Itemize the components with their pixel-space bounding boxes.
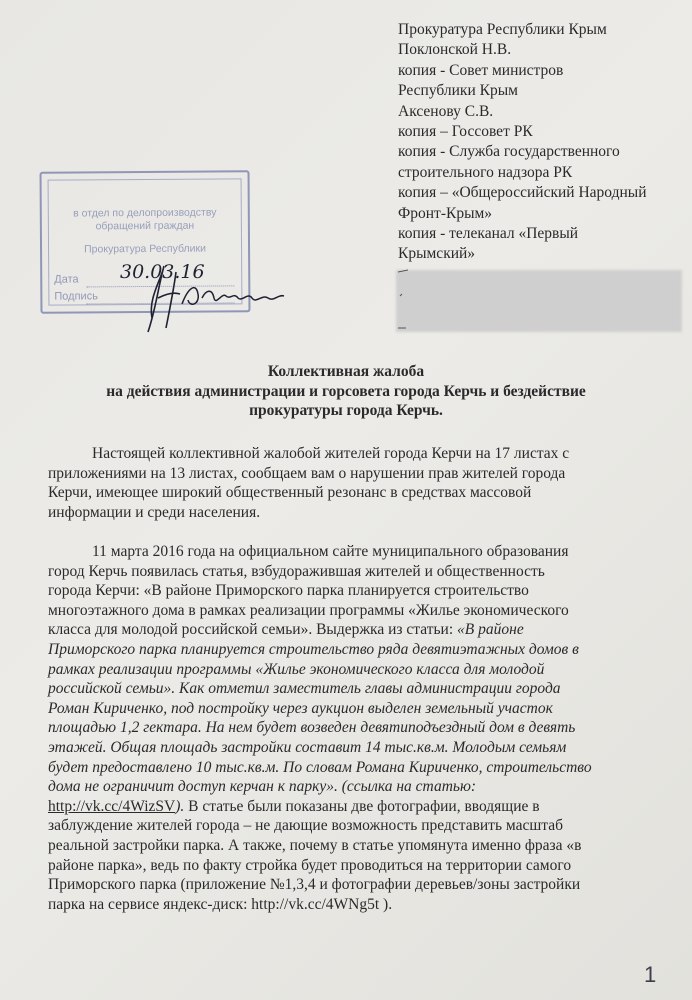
handwritten-date: 30.03.16 [120,261,205,283]
paragraph-line [48,620,660,640]
stamp-line-1: в отдел по делопроизводству [73,206,217,220]
quote-line: площадью 1,2 гектара. На нем будет возведен девятиподъездный дом в девять [48,719,576,737]
stamp-date-label: Дата [54,273,79,286]
paragraph-line: парка на сервисе яндекс-диск: http://vk.cc/4WNg5t ). [48,895,393,913]
document-title [40,362,652,421]
paragraph-line: реальной застройки парка. А также, почему в статье упомянута именно фраза «в [48,836,582,854]
handwritten-signature [118,258,298,338]
paragraph-line: Приморского парка (приложение №1,3,4 и фотографии деревьев/зоны застройки [48,876,581,894]
addressee-line: Поклонской Н.В. [398,41,512,59]
addressee-line: строительного надзора РК [398,163,573,181]
paragraph-line: 11 марта 2016 года на официальном сайте муниципального образования [92,543,569,560]
addressee-line: Фронт-Крым» [398,204,493,222]
quote-start: «В районе [457,621,524,639]
paragraph-text: класса для молодой российской семьи». Выдержка из статьи: [48,621,458,639]
stamp-line-2: обращений граждан [95,219,195,233]
title-line-3: прокуратуры города Керчь. [249,402,443,420]
paragraph-line [48,797,660,817]
addressee-line: копия - телеканал «Первый [398,225,579,243]
paragraph-line: заблуждение жителей города – не дающие возможность представить масштаб [48,817,564,835]
addressee-block [398,20,688,265]
quote-line: дома не ограничит доступ керчан к парку». (ссылка на статью: [48,778,477,796]
addressee-line: Прокуратура Республики Крым [398,21,607,38]
paragraph-text: В статье были показаны две фотографии, вводящие в [184,797,540,815]
addressee-line: копия - Служба государственного [398,143,620,161]
stamp-signature-label: Подпись [54,290,98,303]
paragraph-2 [48,542,660,914]
quote-line: российской семьи». Как отметил заместитель главы администрации города [48,680,561,698]
page-number: 1 [644,962,657,987]
title-line-2: на действия администрации и горсовета города Керчь и бездействие [106,382,586,400]
paragraph-line: районе парка», ведь по факту стройка будет проводиться на территории самого [48,856,572,874]
paragraph-line: Керчи, имеющее широкий общественный резонанс в средствах массовой [48,484,532,502]
addressee-line: копия – «Общероссийский Народный [398,184,647,202]
addressee-line: копия - Совет министров [398,61,564,79]
quote-line: будет предоставлено 10 тыс.кв.м. По словам Романа Кириченко, строительство [48,758,592,776]
quote-line: этажей. Общая площадь застройки составит 14 тыс.кв.м. Молодым семьям [48,738,567,756]
addressee-line: Республики Крым [398,82,518,100]
quote-end: ). [175,797,185,815]
redacted-sender-block [396,270,682,332]
title-line-1: Коллективная жалоба [267,363,425,380]
addressee-line: Аксенову С.В. [398,102,494,120]
article-link[interactable]: http://vk.cc/4WizSV [48,797,176,815]
paragraph-line: города Керчи: «В районе Приморского парка планируется строительство [48,582,529,600]
paragraph-line: приложениями на 13 листах, сообщаем вам о нарушении прав жителей города [48,464,566,482]
paragraph-line: многоэтажного дома в рамках реализации программы «Жилье экономического [48,601,569,619]
quote-line: Приморского парка планируется строительство ряда девятиэтажных домов в [48,640,579,658]
addressee-line: копия – Госсовет РК [398,123,533,141]
paragraph-line: информации и среди населения. [48,503,261,521]
addressee-line: Крымский» [398,245,476,263]
stamp-line-3: Прокуратура Республики [84,242,207,256]
quote-line: Роман Кириченко, под постройку через аукцион выделен земельный участок [48,699,553,717]
paragraph-line: город Керчь появилась статья, взбудоражившая жителей и общественность [48,562,545,580]
redaction-edge-marks [396,266,436,336]
quote-line: рамках реализации программы «Жилье экономического класса для молодой [48,660,545,678]
paragraph-line: Настоящей коллективной жалобой жителей города Керчи на 17 листах с [92,445,570,462]
paragraph-1 [48,444,660,522]
